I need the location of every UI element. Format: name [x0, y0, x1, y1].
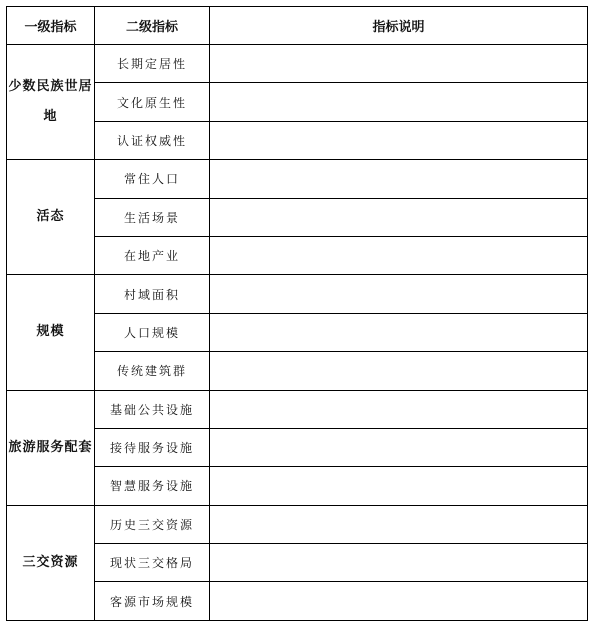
table-row	[7, 160, 588, 198]
secondary-indicator-cell: 基础公共设施	[95, 390, 210, 428]
secondary-indicator-cell: 村域面积	[95, 275, 210, 313]
description-cell[interactable]	[210, 352, 588, 390]
description-cell[interactable]	[210, 45, 588, 83]
table-row	[7, 121, 588, 159]
description-cell[interactable]	[210, 390, 588, 428]
header-row	[7, 7, 588, 45]
description-cell[interactable]	[210, 313, 588, 351]
table-row	[7, 582, 588, 620]
table-row	[7, 236, 588, 274]
description-cell[interactable]	[210, 544, 588, 582]
description-cell[interactable]	[210, 467, 588, 505]
header-primary-indicator: 一级指标	[7, 7, 95, 45]
table-row	[7, 83, 588, 121]
secondary-indicator-cell: 生活场景	[95, 198, 210, 236]
header-indicator-description: 指标说明	[210, 7, 588, 45]
table-row	[7, 352, 588, 390]
table-row	[7, 275, 588, 313]
table-row	[7, 390, 588, 428]
table-row	[7, 45, 588, 83]
table-row	[7, 505, 588, 543]
description-cell[interactable]	[210, 121, 588, 159]
primary-indicator-cell: 旅游服务配套	[7, 390, 95, 505]
description-cell[interactable]	[210, 505, 588, 543]
secondary-indicator-cell: 文化原生性	[95, 83, 210, 121]
secondary-indicator-cell: 认证权威性	[95, 121, 210, 159]
description-cell[interactable]	[210, 275, 588, 313]
secondary-indicator-cell: 智慧服务设施	[95, 467, 210, 505]
description-cell[interactable]	[210, 428, 588, 466]
table-row	[7, 544, 588, 582]
secondary-indicator-cell: 客源市场规模	[95, 582, 210, 620]
secondary-indicator-cell: 传统建筑群	[95, 352, 210, 390]
table-row	[7, 428, 588, 466]
description-cell[interactable]	[210, 160, 588, 198]
table-row	[7, 467, 588, 505]
table-row	[7, 198, 588, 236]
secondary-indicator-cell: 接待服务设施	[95, 428, 210, 466]
description-cell[interactable]	[210, 236, 588, 274]
primary-indicator-cell: 规模	[7, 275, 95, 390]
table-row	[7, 313, 588, 351]
secondary-indicator-cell: 历史三交资源	[95, 505, 210, 543]
secondary-indicator-cell: 长期定居性	[95, 45, 210, 83]
table-body	[7, 45, 588, 621]
primary-indicator-cell: 少数民族世居地	[7, 45, 95, 160]
secondary-indicator-cell: 人口规模	[95, 313, 210, 351]
primary-indicator-cell: 三交资源	[7, 505, 95, 620]
header-secondary-indicator: 二级指标	[95, 7, 210, 45]
description-cell[interactable]	[210, 198, 588, 236]
secondary-indicator-cell: 现状三交格局	[95, 544, 210, 582]
table-header	[7, 7, 588, 45]
secondary-indicator-cell: 在地产业	[95, 236, 210, 274]
secondary-indicator-cell: 常住人口	[95, 160, 210, 198]
indicator-table	[6, 6, 588, 621]
description-cell[interactable]	[210, 582, 588, 620]
primary-indicator-cell: 活态	[7, 160, 95, 275]
description-cell[interactable]	[210, 83, 588, 121]
